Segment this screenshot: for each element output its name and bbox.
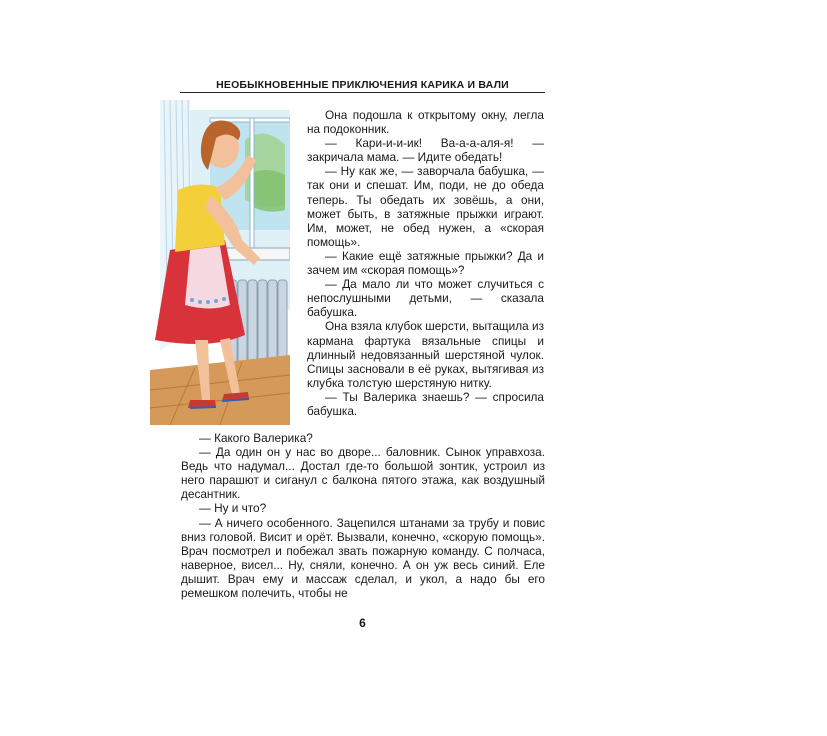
text-column-narrow: [307, 108, 544, 418]
paragraph: — А ничего особенного. Зацепился штанами за трубу и повис вниз головой. Висит и орёт. Вызвали, конечно, «скорую помощь». Врач посмотрел и побежал звать пожарную команду. С полчаса, наверное, висел... Ну, сняли, конечно. А он уж весь синий. Еле дышит. Врач ему и массаж сделал, и укол, а надо бы его ремешком полечить, чтобы не: [181, 515, 545, 601]
paragraph: — Какие ещё затяжные прыжки? Да и зачем им «скорая помощь»?: [307, 248, 544, 278]
running-title: НЕОБЫКНОВЕННЫЕ ПРИКЛЮЧЕНИЯ КАРИКА И ВАЛИ: [216, 79, 509, 91]
page-number: 6: [359, 616, 366, 630]
paragraph: — Ну и что?: [199, 501, 267, 516]
paragraph: — Какого Валерика?: [199, 431, 313, 445]
paragraph: — Ты Валерика знаешь? — спросила бабушка.: [307, 389, 544, 418]
paragraph: Она взяла клубок шерсти, вытащила из кармана фартука вязальные спицы и длинный недовязанный шерстяной чулок. Спицы засновали в её руках, вытягивая из клубка толстую шерстяную нитку.: [307, 319, 544, 390]
text-column-wide: [181, 431, 545, 600]
paragraph: — Да мало ли что может случиться с непослушными детьми, — сказала бабушка.: [307, 277, 544, 320]
paragraph: — Кари-и-и-ик! Ва-а-а-аля-я! — закричала мама. — Идите обедать!: [307, 136, 544, 165]
paragraph: Она подошла к открытому окну, легла на подоконник.: [307, 108, 544, 137]
header-rule: [180, 92, 545, 93]
paragraph: — Ну как же, — заворчала бабушка, — так они и спешат. Им, поди, не до обеда теперь. Ты обедать их зовёшь, а они, может быть, в затяжные прыжки играют. Им, может, не обед нужен, а «скорая помощь».: [307, 164, 544, 249]
woman-at-window-illustration: [150, 100, 290, 425]
paragraph: — Да один он у нас во дворе... баловник. Сынок управхоза. Ведь что надумал... Достал где-то большой зонтик, устроил из него парашют и сиганул с балкона пятого этажа, как воздушный десантник.: [181, 445, 545, 502]
